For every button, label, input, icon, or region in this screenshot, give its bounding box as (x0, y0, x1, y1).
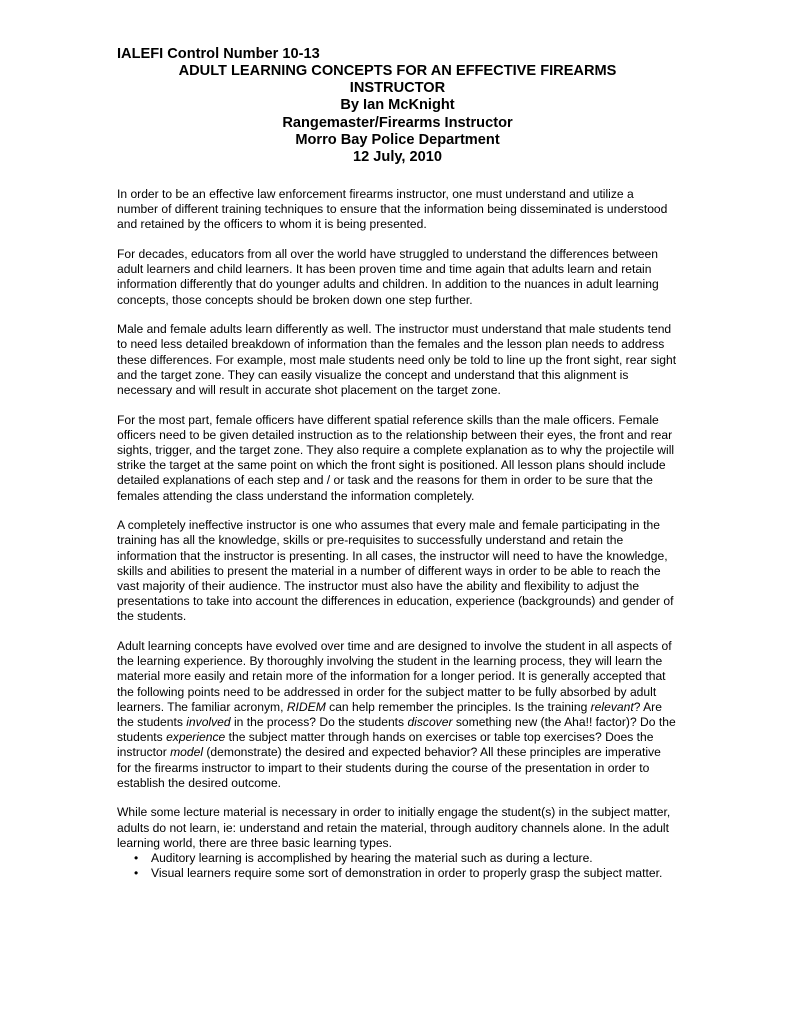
ridem-text-5: something new (the Aha!! factor)? Do the students (117, 715, 676, 745)
list-item-text: Visual learners require some sort of demonstration in order to properly grasp the subject matter. (151, 866, 663, 881)
learning-types-list (117, 851, 678, 881)
list-item (117, 851, 678, 866)
bullet-icon: • (134, 866, 139, 881)
ridem-text-6: the subject matter through hands on exercises or table top exercises? Does the instructor (117, 730, 654, 760)
paragraph-intro: In order to be an effective law enforcement firearms instructor, one must understand and utilize a number of different training techniques to ensure that the information being disseminated is understood and retained by the officers to whom it is being presented. (117, 187, 668, 232)
paragraph-male-learners: Male and female adults learn differently as well. The instructor must understand that male students tend to need less detailed breakdown of information than the females and the lesson plan needs to address these differences. For example, most male students need only be told to line up the front sight, rear sight and the target zone. They can easily visualize the concept and understand that this alignment is necessary and will result in accurate shot placement on the target zone. (117, 322, 677, 398)
date-line: 12 July, 2010 (353, 149, 442, 166)
department-line: Morro Bay Police Department (295, 131, 500, 148)
body-text (117, 187, 678, 881)
ridem-model: model (170, 745, 204, 760)
title-block (117, 63, 678, 166)
paragraph-ridem (117, 639, 678, 791)
ridem-text-3: ? Are the students (117, 699, 662, 730)
role-line: Rangemaster/Firearms Instructor (282, 114, 513, 131)
ridem-acronym: RIDEM (286, 699, 326, 714)
bullet-icon: • (134, 851, 139, 866)
control-number: IALEFI Control Number 10-13 (117, 46, 320, 62)
ridem-discover: discover (407, 715, 453, 730)
ridem-experience: experience (166, 730, 226, 745)
ridem-text-1: Adult learning concepts have evolved over time and are designed to involve the student in all aspects of the learning experience. By thoroughly involving the student in the learning process, they will learn the material more easily and retain more of the information for a longer period. It is generally accepted that the following points need to be addressed in order for the subject matter to be fully absorbed by adult learners. The familiar acronym, (117, 639, 672, 714)
paragraph-adult-vs-child: For decades, educators from all over the world have struggled to understand the differences between adult learners and child learners. It has been proven time and time again that adults learn and retain information differently that do younger adults and children. In addition to the nuances in adult learning concepts, those concepts should be broken down one step further. (117, 247, 659, 307)
list-item-text: Auditory learning is accomplished by hearing the material such as during a lecture. (151, 851, 593, 866)
paragraph-learning-types: While some lecture material is necessary in order to initially engage the student(s) in the subject matter, adults do not learn, ie: understand and retain the material, through auditory channels alone. In the adult learning world, there are three basic learning types. (117, 805, 671, 850)
paragraph-female-learners: For the most part, female officers have different spatial reference skills than the male officers. Female officers need to be given detailed instruction as to the relationship between their eyes, the front and rear sights, trigger, and the target zone. They also require a complete explanation as to why the projectile will strike the target at the same point on which the front sight is positioned. All lesson plans should include detailed explanations of each step and / or task and the reasons for them in order to be sure that the females attending the class understand the information completely. (117, 412, 675, 503)
ridem-relevant: relevant (590, 699, 634, 714)
ridem-involved: involved (186, 715, 231, 730)
ridem-text-2: can help remember the principles. Is the training (325, 699, 591, 714)
title-line-2: INSTRUCTOR (349, 80, 446, 97)
ridem-text-7: (demonstrate) the desired and expected behavior? All these principles are imperative for the firearms instructor to impart to their students during the course of the presentation in order to establish the desired outcome. (117, 745, 661, 790)
paragraph-ineffective-instructor: A completely ineffective instructor is one who assumes that every male and female participating in the training has all the knowledge, skills or pre-requisites to successfully understand and retain the information that the instructor is presenting. In all cases, the instructor will need to have the knowledge, skills and abilities to present the material in a number of different ways in order to be able to reach the vast majority of their audience. The instructor must also have the ability and flexibility to adjust the presentations to take into account the differences in education, experience (backgrounds) and gender of the students. (117, 518, 674, 624)
author-line: By Ian McKnight (340, 97, 455, 114)
title-line-1: ADULT LEARNING CONCEPTS FOR AN EFFECTIVE FIREARMS (178, 63, 617, 79)
list-item (117, 866, 678, 881)
ridem-text-4: in the process? Do the students (230, 715, 408, 730)
